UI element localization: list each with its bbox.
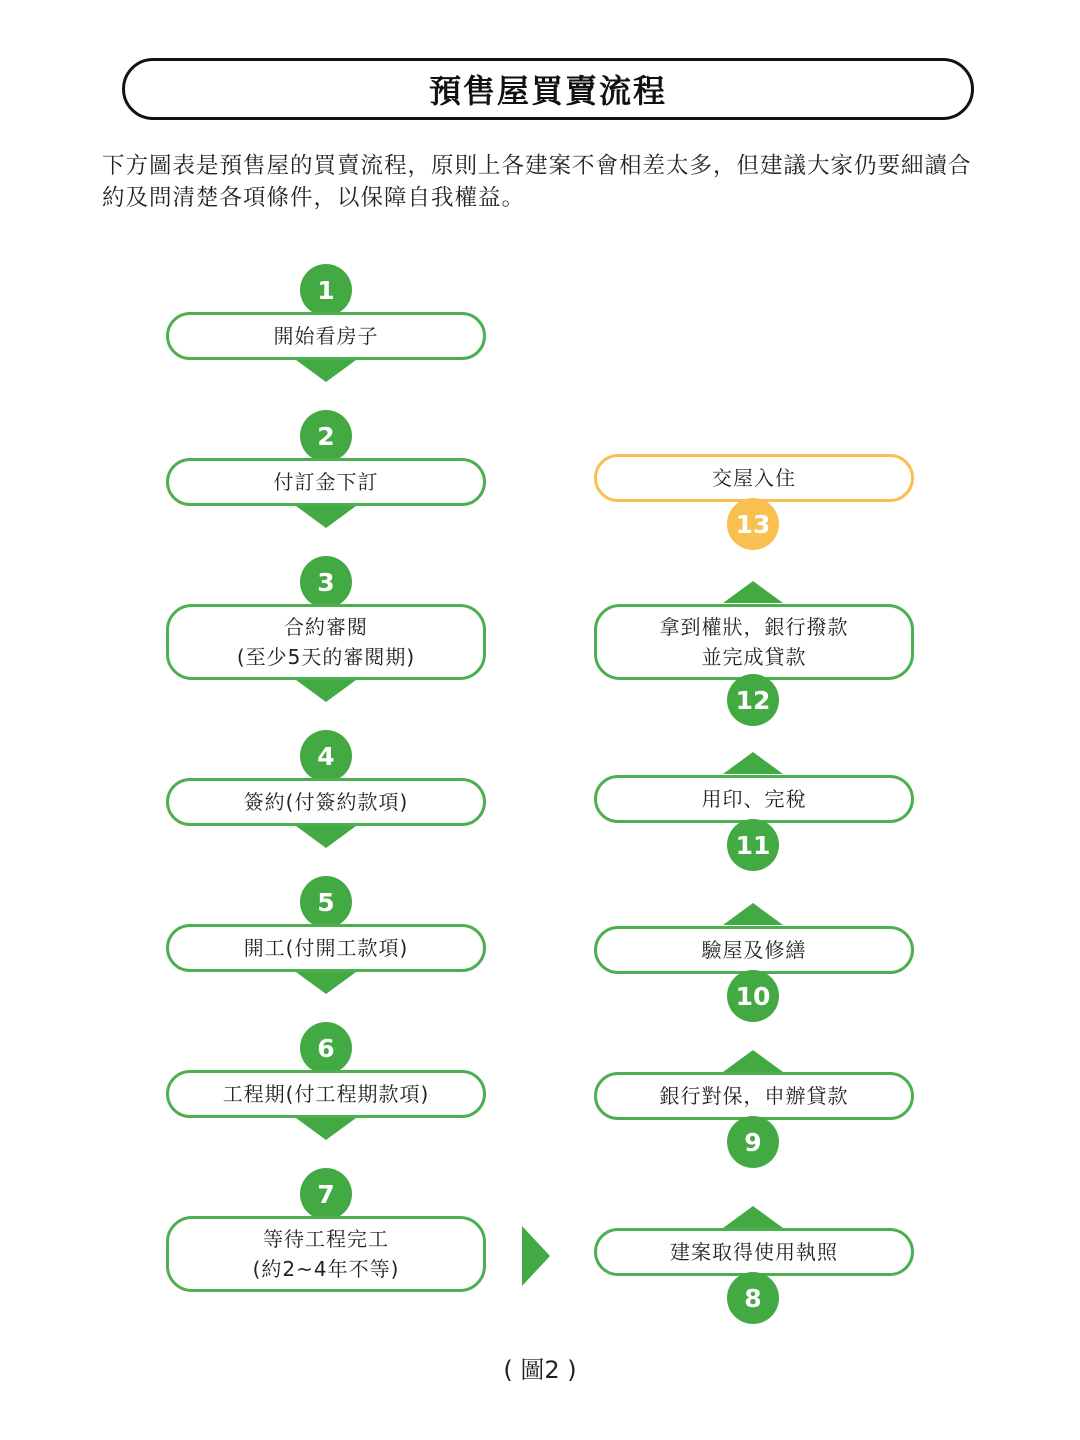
step-2-label: 付訂金下訂: [273, 470, 379, 494]
step-6-box: [166, 1070, 486, 1118]
step-3-box: [166, 604, 486, 680]
arrow-down-icon: [296, 360, 356, 382]
step-11-box: [594, 775, 914, 823]
arrow-down-icon: [296, 1118, 356, 1140]
step-11-number: 11: [727, 819, 779, 871]
step-5-box: [166, 924, 486, 972]
step-4-number: 4: [300, 730, 352, 782]
step-12-box: [594, 604, 914, 680]
step-3-number: 3: [300, 556, 352, 608]
step-13-label: 交屋入住: [712, 466, 796, 490]
step-3-label: 合約審閱: [284, 615, 368, 639]
step-13-number: 13: [727, 498, 779, 550]
step-13-box: [594, 454, 914, 502]
step-1-label: 開始看房子: [273, 324, 379, 348]
step-7-label: 等待工程完工: [263, 1227, 389, 1251]
step-2-box: [166, 458, 486, 506]
arrow-up-icon: [723, 752, 783, 774]
step-7-box: [166, 1216, 486, 1292]
step-5-number: 5: [300, 876, 352, 928]
step-1-box: [166, 312, 486, 360]
arrow-down-icon: [296, 680, 356, 702]
step-10-box: [594, 926, 914, 974]
step-8-number: 8: [727, 1272, 779, 1324]
step-8-box: [594, 1228, 914, 1276]
step-12-sublabel: 並完成貸款: [701, 645, 807, 669]
step-11-label: 用印、完稅: [701, 787, 807, 811]
step-10-number: 10: [727, 970, 779, 1022]
step-1-number: 1: [300, 264, 352, 316]
arrow-down-icon: [296, 506, 356, 528]
step-9-number: 9: [727, 1116, 779, 1168]
step-3-sublabel: (至少5天的審閱期): [236, 645, 416, 669]
arrow-down-icon: [296, 826, 356, 848]
step-2-number: 2: [300, 410, 352, 462]
step-4-box: [166, 778, 486, 826]
step-7-sublabel: (約2~4年不等): [252, 1257, 400, 1281]
arrow-up-icon: [723, 581, 783, 603]
arrow-up-icon: [723, 1206, 783, 1228]
arrow-up-icon: [723, 1050, 783, 1072]
arrow-right-icon: [522, 1226, 550, 1286]
figure-caption: ( 圖2 ): [503, 1356, 577, 1384]
page-title: 預售屋買賣流程: [122, 58, 974, 120]
step-12-number: 12: [727, 674, 779, 726]
arrow-down-icon: [296, 972, 356, 994]
arrow-up-icon: [723, 903, 783, 925]
intro-text: 下方圖表是預售屋的買賣流程，原則上各建案不會相差太多，但建議大家仍要細讀合約及問清楚各項條件，以保障自我權益。: [102, 153, 972, 211]
step-6-number: 6: [300, 1022, 352, 1074]
step-4-label: 簽約(付簽約款項): [243, 790, 409, 814]
step-6-label: 工程期(付工程期款項): [222, 1082, 430, 1106]
step-7-number: 7: [300, 1168, 352, 1220]
step-5-label: 開工(付開工款項): [243, 936, 409, 960]
step-9-box: [594, 1072, 914, 1120]
step-10-label: 驗屋及修繕: [701, 938, 807, 962]
step-12-label: 拿到權狀，銀行撥款: [659, 615, 849, 639]
step-9-label: 銀行對保，申辦貸款: [659, 1084, 849, 1108]
step-8-label: 建案取得使用執照: [670, 1240, 838, 1264]
